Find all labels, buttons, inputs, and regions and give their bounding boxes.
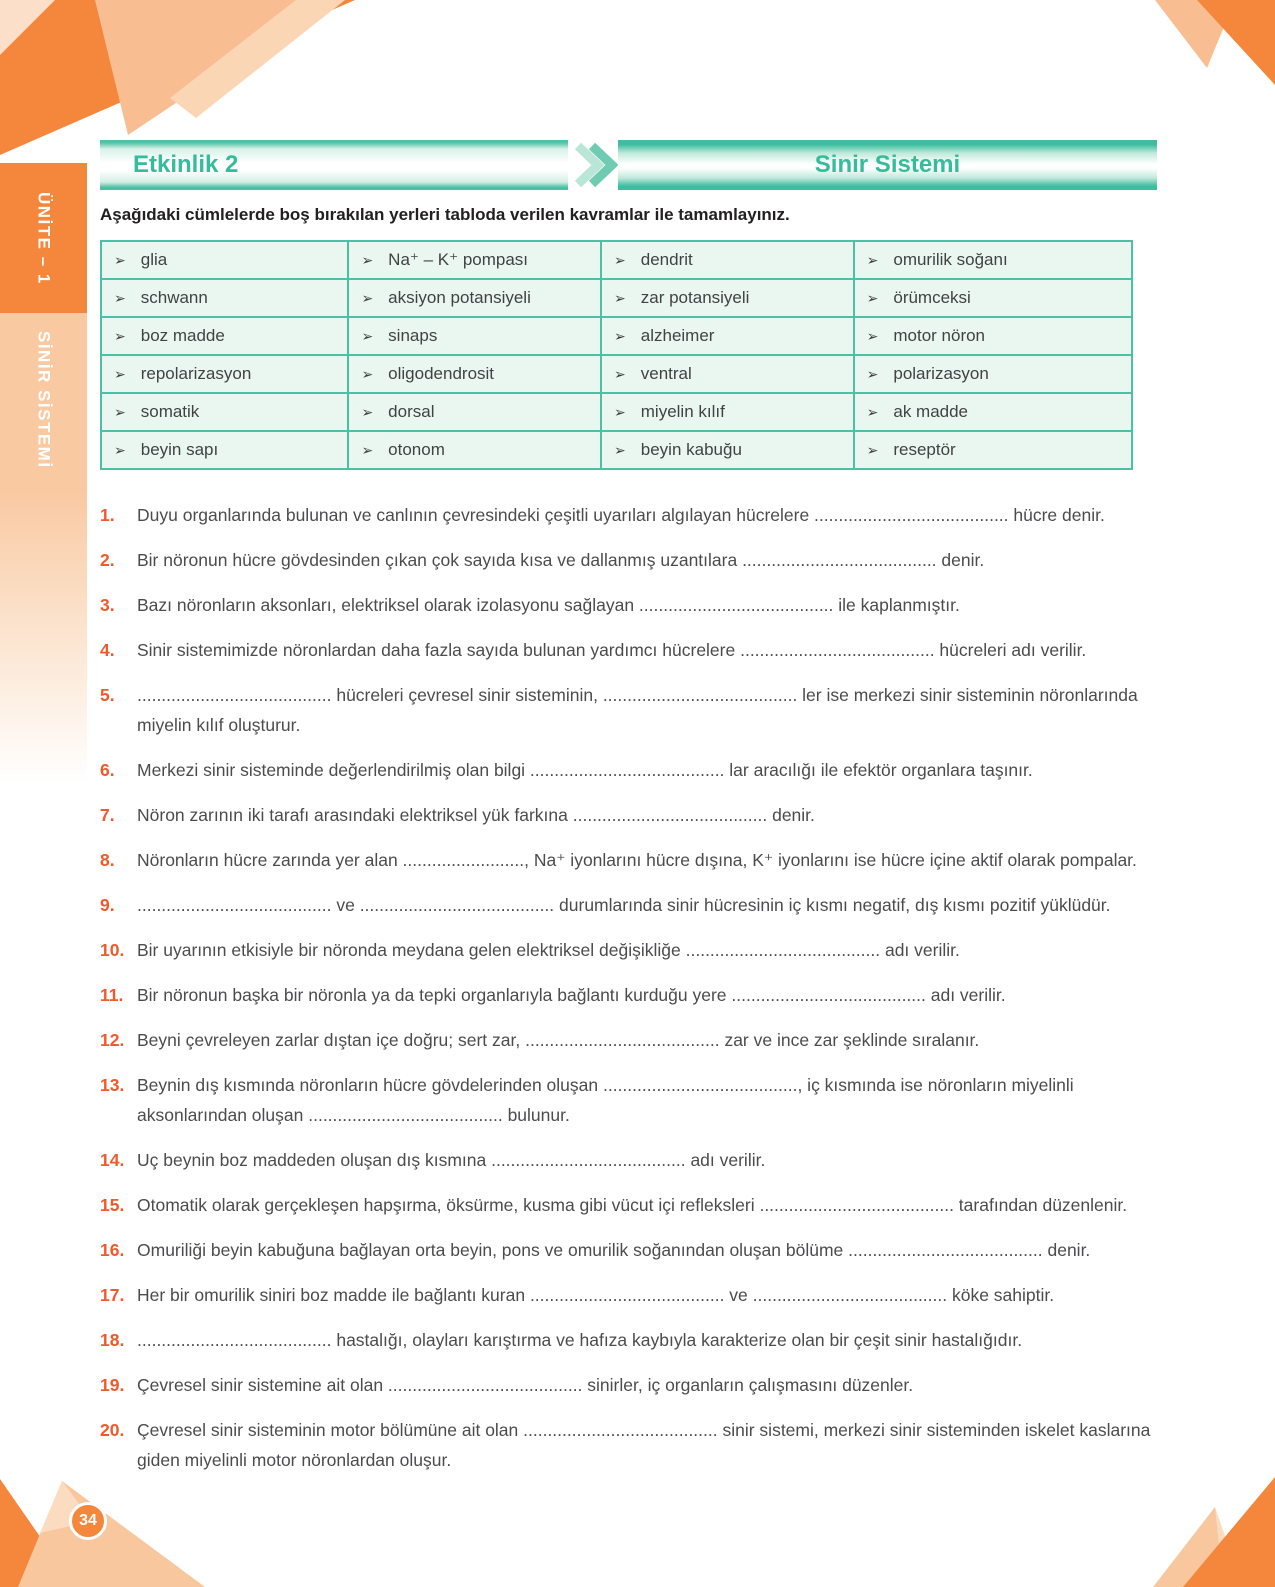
question-text: Bir nöronun hücre gövdesinden çıkan çok sayıda kısa ve dallanmış uzantılara ........................................ denir. <box>137 550 985 570</box>
arrow-bullet-icon: ➢ <box>866 366 879 382</box>
concept-cell <box>614 288 853 308</box>
question-text: Çevresel sinir sisteminin motor bölümüne ait olan ........................................ sinir sistemi, merkezi sinir sisteminden iskelet kaslarına giden miyelinli motor nöronlardan oluşur. <box>137 1420 1151 1470</box>
list-item <box>100 590 1164 620</box>
concept-label: beyin kabuğu <box>640 440 742 459</box>
question-number: 16. <box>100 1240 125 1260</box>
arrow-bullet-icon: ➢ <box>866 290 879 306</box>
question-number: 11. <box>100 985 124 1005</box>
question-text: ........................................ hücreleri çevresel sinir sisteminin, ........................................ ler ise merkezi sinir sisteminin nöronlarında miyelin kılıf oluşturur. <box>137 685 1138 735</box>
question-text: ........................................ ve ........................................ durumlarında sinir hücresinin iç kısmı negatif, dış kısmı pozitif yüklüdür. <box>137 895 1111 915</box>
list-item <box>100 1190 1164 1220</box>
concept-cell <box>361 326 600 346</box>
list-item <box>100 1145 1164 1175</box>
question-number: 19. <box>100 1375 125 1395</box>
concept-label: alzheimer <box>640 326 715 345</box>
concept-cell <box>114 288 347 308</box>
corner-art-top-right <box>1155 0 1275 85</box>
concept-cell <box>867 250 1131 270</box>
concept-cell <box>614 364 853 384</box>
section-header <box>100 140 1157 190</box>
question-text: Bazı nöronların aksonları, elektriksel olarak izolasyonu sağlayan ........................................ ile kaplanmıştır. <box>137 595 960 615</box>
activity-title: Etkinlik 2 <box>133 151 239 178</box>
concept-label: schwann <box>140 288 208 307</box>
question-number: 7. <box>100 805 115 825</box>
concept-label: sinaps <box>388 326 438 345</box>
arrow-bullet-icon: ➢ <box>614 252 626 268</box>
arrow-bullet-icon: ➢ <box>361 328 374 344</box>
concept-cell <box>614 402 853 422</box>
question-text: Otomatik olarak gerçekleşen hapşırma, öksürme, kusma gibi vücut içi refleksleri ........................................ tarafından düzenlenir. <box>137 1195 1128 1215</box>
concept-label: repolarizasyon <box>140 364 252 383</box>
list-item <box>100 635 1164 665</box>
question-text: Her bir omurilik siniri boz madde ile bağlantı kuran ........................................ ve ........................................ köke sahiptir. <box>137 1285 1055 1305</box>
concept-cell <box>114 440 347 460</box>
concept-cell <box>867 288 1131 308</box>
concept-cell <box>361 440 600 460</box>
concept-label: dorsal <box>388 402 435 421</box>
concept-cell <box>361 250 600 270</box>
concept-label: otonom <box>388 440 445 459</box>
question-number: 1. <box>100 505 115 525</box>
concept-label: Na⁺ – K⁺ pompası <box>388 250 529 269</box>
concept-cell <box>114 364 347 384</box>
table-row <box>101 393 1132 431</box>
concept-label: örümceksi <box>893 288 971 307</box>
arrow-bullet-icon: ➢ <box>614 442 626 458</box>
question-number: 5. <box>100 685 115 705</box>
list-item <box>100 1070 1164 1130</box>
concept-cell <box>114 250 347 270</box>
question-number: 6. <box>100 760 115 780</box>
concept-label: glia <box>140 250 168 269</box>
sidebar-unit-block <box>0 163 87 313</box>
sidebar-topic-block <box>0 313 87 783</box>
question-text: Bir uyarının etkisiyle bir nöronda meydana gelen elektriksel değişikliğe ........................................ adı verilir. <box>137 940 960 960</box>
arrow-bullet-icon: ➢ <box>361 252 374 268</box>
concept-label: somatik <box>140 402 200 421</box>
question-text: Sinir sistemimizde nöronlardan daha fazla sayıda bulunan yardımcı hücrelere ........................................ hücreleri adı verilir. <box>137 640 1087 660</box>
concept-label: omurilik soğanı <box>893 250 1008 269</box>
arrow-bullet-icon: ➢ <box>114 290 126 306</box>
corner-art-top-left <box>0 0 370 158</box>
arrow-bullet-icon: ➢ <box>614 290 626 306</box>
question-text: Uç beynin boz maddeden oluşan dış kısmına ........................................ adı verilir. <box>137 1150 766 1170</box>
concept-label: aksiyon potansiyeli <box>388 288 531 307</box>
question-number: 10. <box>100 940 125 960</box>
arrow-bullet-icon: ➢ <box>361 404 374 420</box>
concept-cell <box>114 326 347 346</box>
concept-label: reseptör <box>893 440 956 459</box>
concept-cell <box>614 250 853 270</box>
list-item <box>100 980 1164 1010</box>
question-number: 20. <box>100 1420 125 1440</box>
concept-label: zar potansiyeli <box>640 288 750 307</box>
subject-banner <box>618 140 1157 190</box>
question-text: ........................................ hastalığı, olayları karıştırma ve hafıza kaybıyla karakterize olan bir çeşit sinir hastalığıdır. <box>137 1330 1023 1350</box>
concept-label: miyelin kılıf <box>640 402 725 421</box>
arrow-bullet-icon: ➢ <box>866 442 879 458</box>
concept-cell <box>614 440 853 460</box>
question-text: Bir nöronun başka bir nöronla ya da tepki organlarıyla bağlantı kurduğu yere ........................................ adı verilir. <box>137 985 1006 1005</box>
question-list <box>100 500 1164 1490</box>
arrow-bullet-icon: ➢ <box>361 366 374 382</box>
page-number-badge: 34 <box>69 1502 107 1540</box>
table-row <box>101 431 1132 469</box>
question-text: Çevresel sinir sistemine ait olan ........................................ sinirler, iç organların çalışmasını düzenler. <box>137 1375 914 1395</box>
question-number: 2. <box>100 550 115 570</box>
question-text: Nöronların hücre zarında yer alan ........................., Na⁺ iyonlarını hücre dışına, K⁺ iyonlarını ise hücre içine aktif olarak pompalar. <box>137 850 1137 870</box>
concept-label: oligodendrosit <box>388 364 495 383</box>
table-row <box>101 355 1132 393</box>
list-item <box>100 1325 1164 1355</box>
concept-cell <box>361 288 600 308</box>
concept-label: dendrit <box>640 250 693 269</box>
list-item <box>100 1415 1164 1475</box>
list-item <box>100 1280 1164 1310</box>
question-text: Nöron zarının iki tarafı arasındaki elektriksel yük farkına ........................................ denir. <box>137 805 815 825</box>
concept-label: motor nöron <box>893 326 986 345</box>
concept-label: beyin sapı <box>140 440 219 459</box>
table-row <box>101 317 1132 355</box>
subject-title: Sinir Sistemi <box>814 151 961 178</box>
list-item <box>100 935 1164 965</box>
arrow-bullet-icon: ➢ <box>866 404 879 420</box>
concept-label: boz madde <box>140 326 225 345</box>
concept-cell <box>867 326 1131 346</box>
arrow-bullet-icon: ➢ <box>614 404 626 420</box>
arrow-bullet-icon: ➢ <box>361 290 374 306</box>
unit-label: ÜNİTE – 1 <box>34 191 54 285</box>
question-text: Beynin dış kısmında nöronların hücre gövdelerinden oluşan ........................................, iç kısmında ise nöronların miyelinli aksonlarından oluşan ........................................ bulunur. <box>137 1075 1074 1125</box>
question-number: 18. <box>100 1330 125 1350</box>
table-row <box>101 279 1132 317</box>
topic-label: SİNİR SİSTEMİ <box>34 331 54 469</box>
chevron-right-icon <box>568 140 618 190</box>
question-number: 3. <box>100 595 115 615</box>
list-item <box>100 800 1164 830</box>
concept-cell <box>867 364 1131 384</box>
concept-label: ventral <box>640 364 692 383</box>
arrow-bullet-icon: ➢ <box>114 366 126 382</box>
question-number: 8. <box>100 850 115 870</box>
arrow-bullet-icon: ➢ <box>614 328 626 344</box>
arrow-bullet-icon: ➢ <box>866 328 879 344</box>
concept-cell <box>361 364 600 384</box>
question-text: Merkezi sinir sisteminde değerlendirilmiş olan bilgi ........................................ lar aracılığı ile efektör organlara taşınır. <box>137 760 1033 780</box>
question-number: 9. <box>100 895 115 915</box>
list-item <box>100 500 1164 530</box>
arrow-bullet-icon: ➢ <box>361 442 374 458</box>
concept-label: polarizasyon <box>893 364 989 383</box>
question-number: 12. <box>100 1030 125 1050</box>
list-item <box>100 545 1164 575</box>
question-number: 14. <box>100 1150 125 1170</box>
arrow-bullet-icon: ➢ <box>114 328 126 344</box>
question-number: 17. <box>100 1285 125 1305</box>
list-item <box>100 845 1164 875</box>
arrow-bullet-icon: ➢ <box>866 252 879 268</box>
list-item <box>100 1370 1164 1400</box>
question-text: Duyu organlarında bulunan ve canlının çevresindeki çeşitli uyarıları algılayan hücrelere ........................................ hücre denir. <box>137 505 1105 525</box>
concepts-table <box>100 240 1133 470</box>
list-item <box>100 755 1164 785</box>
arrow-bullet-icon: ➢ <box>114 252 126 268</box>
list-item <box>100 890 1164 920</box>
list-item <box>100 1235 1164 1265</box>
concept-cell <box>614 326 853 346</box>
question-number: 15. <box>100 1195 125 1215</box>
concept-cell <box>867 440 1131 460</box>
arrow-bullet-icon: ➢ <box>114 442 126 458</box>
activity-banner <box>100 140 568 190</box>
arrow-bullet-icon: ➢ <box>614 366 626 382</box>
concept-cell <box>114 402 347 422</box>
list-item <box>100 1025 1164 1055</box>
question-number: 13. <box>100 1075 125 1095</box>
table-row <box>101 241 1132 279</box>
question-number: 4. <box>100 640 115 660</box>
chevron-right-icon <box>568 140 618 190</box>
question-text: Omuriliği beyin kabuğuna bağlayan orta beyin, pons ve omurilik soğanından oluşan bölüme ........................................ denir. <box>137 1240 1091 1260</box>
list-item <box>100 680 1164 740</box>
instruction-text: Aşağıdaki cümlelerde boş bırakılan yerleri tabloda verilen kavramlar ile tamamlayınız. <box>100 205 790 224</box>
arrow-bullet-icon: ➢ <box>114 404 126 420</box>
concept-cell <box>867 402 1131 422</box>
concept-label: ak madde <box>893 402 969 421</box>
concept-cell <box>361 402 600 422</box>
question-text: Beyni çevreleyen zarlar dıştan içe doğru; sert zar, ........................................ zar ve ince zar şeklinde sıralanır. <box>137 1030 980 1050</box>
